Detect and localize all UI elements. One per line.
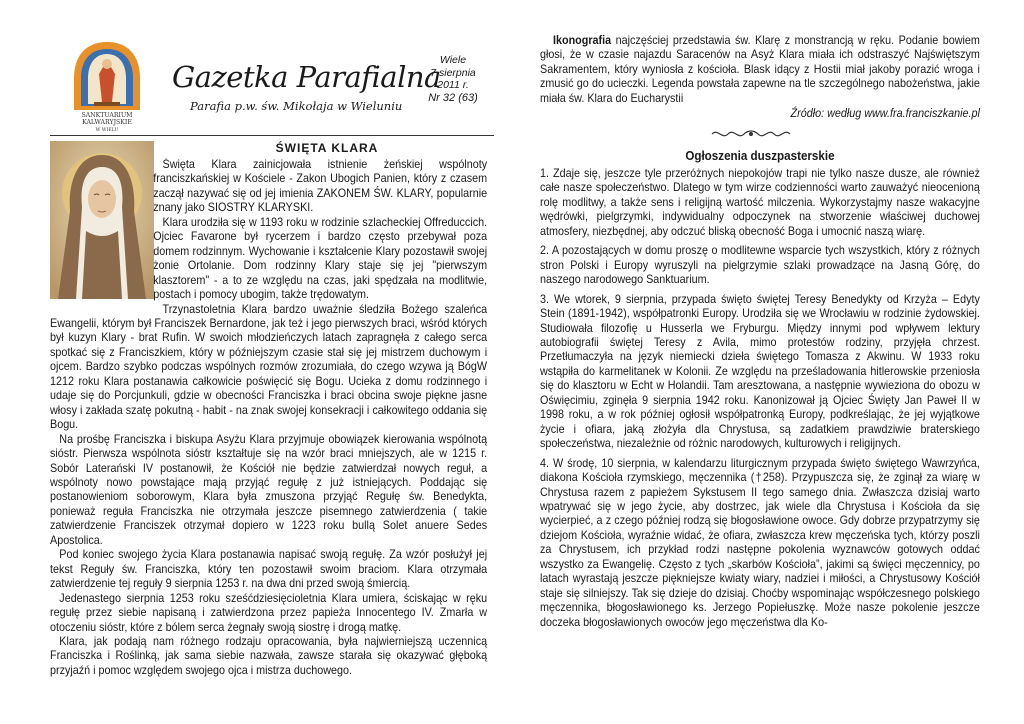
announcement-item: 1. Zdaje się, jeszcze tyle przeróżnych niepokojów trapi nie tylko nasze dusze, ale również całe nasze społeczeństwo. Dlatego w tym wirze codzienności warto zauważyć nieocenioną rolę modlitwy, a także sens i religijną wartość milczenia. Wykorzystajmy nasze wakacyjne wędrówki, pielgrzymki, indywidualny odpoczynek na stworzenie właściwej duchowej atmosfery, niezbędnej, aby odczuć bliską obecność Boga i umocnić naszą wiarę. <box>540 167 980 238</box>
announcements-list <box>540 167 980 635</box>
issue-number: Nr 32 (63) <box>428 91 478 104</box>
logo-caption-3: W WIELU <box>95 128 119 133</box>
issue-year: 2011 r. <box>437 79 469 91</box>
masthead-divider <box>50 135 494 136</box>
right-column <box>540 34 980 629</box>
announcement-item: 2. A pozostających w domu proszę o modlitewne wsparcie tych wszystkich, który z różnych stron Polski i Europy wyruszyli na pielgrzymie szlaki prowadzące na Jasną Górę, do naszego narodowego Sanktuarium. <box>540 244 980 287</box>
article-paragraph: Jedenastego sierpnia 1253 roku sześćdziesięcioletnia Klara umiera, ściskając w ręku regułę przez siebie napisaną i zatwierdzona przez papieża Innocentego IV. Zmarła w otoczeniu sióstr, które z bólem serca żegnały swoją siostrę i drogą matkę. <box>50 591 488 634</box>
article-paragraph: Trzynastoletnia Klara bardzo uważnie śledziła Bożego szaleńca Ewangelii, którym był Franciszek Bernardone, jak też i jego pierwszych braci, wśród których był kuzyn Klary - brat Rufin. W swoich młodzieńczych latach zapragnęła z całego serca spotkać się z Franciszkiem, który w późniejszym czasie stał się jej mistrzem duchowym i ojcem. Bardzo szybko podczas wspólnych rozmów zrozumiała, do czego wzywa ją BógW 1212 roku Klara postanawia całkowicie poświęcić się Bogu. Ucieka z domu rodzinnego i udaje się do Porcjunkuli, gdzie w obecności Franciszka i braci obcina swoje piękne jasne włosy i zakłada szatę pokutną - habit - na znak swojej konsekracji i całkowitego oddania się Bogu. <box>50 302 488 432</box>
article-paragraph: Na prośbę Franciszka i biskupa Asyżu Klara przyjmuje obowiązek kierowania wspólnotą sióstr. Pierwsza wspólnota sióstr kształtuje się na wzór braci mniejszych, ale w 1215 r. Sobór Laterański IV postanowił, że Kościół nie będzie zatwierdzał nowych reguł, a wspólnoty nowo powstające mają przyjąć regułę z już istniejących. Poddając się postanowieniom soborowym, Klara była zmuszona przyjąć Regułę św. Benedykta, ponieważ reguła Franciszka nie otrzymała jeszcze pisemnego zatwierdzenia ( takie zatwierdzenie Franciszek otrzymał dopiero w 1223 roku bullą Solet anuere Sedes Apostolica. <box>50 432 488 547</box>
ornament-divider <box>710 128 792 140</box>
issue-info <box>420 54 486 104</box>
announcement-item: 3. We wtorek, 9 sierpnia, przypada święto świętej Teresy Benedykty od Krzyża – Edyty Stein (1891-1942), współpatronki Europy. Urodziła się we Wrocławiu w rodzinie żydowskiej. Studiowała filozofię u Husserla we Fryburgu. Między innymi pod wpływem lektury autobiografii świętej Teresy z Avila, mimo protestów rodziny, przyjęła chrzest. Przetłumaczyła na język niemiecki dzieła świętego Tomasza z Akwinu. W 1933 roku wstąpiła do karmelitanek w Kolonii. Ze względu na prześladowania hitlerowskie przeniosła się do klasztoru w Echt w Holandii. Tam aresztowana, a następnie wywieziona do obozu w Oświęcimiu, zginęła 9 sierpnia 1942 roku. Kanonizował ją Ojciec Święty Jan Paweł II w 1998 roku, a w rok później ogłosił współpatronką Europy, podkreślając, że jej wyjątkowe życie i ofiara, jaką złożyła dla Chrystusa, są zadatkiem prawdziwie braterskiego społeczeństwa, niezależnie od różnic narodowych, kulturowych i religijnych. <box>540 292 980 451</box>
parish-subtitle: Parafia p.w. św. Mikołaja w Wieluniu <box>190 99 403 113</box>
article-paragraph: Klara urodziła się w 1193 roku w rodzinie szlacheckiej Offreduccich. Ojciec Favarone był rycerzem i bardzo często przebywał poza domem rodzinnym. Wychowanie i kształcenie Klary pozostawił swojej żonie Ortolanie. Dom rodzinny Klary staje się jej "pierwszym klasztorem" - a to ze względu na czas, jaki spędzała na modlitwie, postach i pomocy ubogim, także trędowatym. <box>153 215 488 302</box>
announcements-heading: Ogłoszenia duszpasterskie <box>685 149 835 163</box>
masthead <box>50 40 494 136</box>
logo-caption-2: KALWARYJSKIE <box>82 119 132 126</box>
parish-logo <box>72 40 142 134</box>
article-body <box>50 158 487 678</box>
iconography-label: Ikonografia <box>553 34 612 47</box>
article-heading: ŚWIĘTA KLARA <box>275 141 379 155</box>
article-paragraph: Klara, jak podają nam różnego rodzaju opracowania, była najwierniejszą uczennicą Franciszka i Roślinką, jak sama siebie nazwała, zawsze starała się okazywać głęboką przyjaźń i pomoc względem swojego ojca i mistrza duchowego. <box>50 634 488 677</box>
logo-caption-1: SANKTUARIUM <box>81 112 133 119</box>
iconography-text: najczęściej przedstawia św. Klarę z monstrancją w ręku. Podanie bowiem głosi, że w czasie najazdu Saracenów na Asyż Klara miała ich odstraszyć Najświętszym Sakramentem, który wyniosła z kościoła. Blask idący z Hostii miał jakoby porazić wroga i zmusić go do ucieczki. Legenda powstała zapewne na tle szczególnego nabożeństwa, jakie miała św. Klara do Eucharystii <box>540 34 980 105</box>
article-paragraph: Pod koniec swojego życia Klara postanawia napisać swoją regułę. Za wzór posłużył jej tekst Reguły św. Franciszka, który ten pozostawił swoim braciom. Klara otrzymała zatwierdzenie tej reguły 9 sierpnia 1253 r. na dwa dni przed swoją śmiercią. <box>50 548 488 591</box>
iconography-section <box>540 34 980 122</box>
source-note: Źródło: według www.fra.franciszkanie.pl <box>790 107 980 121</box>
issue-place: Wiele <box>439 54 467 66</box>
issue-date: 7 sierpnia <box>430 66 476 79</box>
left-column <box>50 40 494 677</box>
announcement-item: 4. W środę, 10 sierpnia, w kalendarzu liturgicznym przypada święto świętego Wawrzyńca, diakona Kościoła rzymskiego, męczennika (†258). Przypuszcza się, że zginął za wiarę w Chrystusa razem z papieżem Sykstusem II tego samego dnia. Zwłaszcza dzisiaj warto wpatrywać się w jego życie, aby dostrzec, jak wiele dla Chrystusa i Kościoła da się wycierpieć, a z czego później rodzą się błogosławione owoce. Gdy dobrze przypatrzymy się dziejom Kościoła, wyraźnie widać, że ofiara, zwłaszcza krew męczeńska tych, którzy poszli za Chrystusem, ich przykład rodzi następne pokolenia wyznawców gotowych oddać wszystko za Ewangelię. Często z tych „skarbów Kościoła”, jakimi są święci męczennicy, po latach wyrastają jeszcze piękniejsze kwiaty wiary, nadziei i miłości, a Chrystusowy Kościół staje się silniejszy. Tak się dzieje do dzisiaj. Choćby wspominając współczesnego polskiego męczennika, błogosławionego ks. Jerzego Popiełuszkę. Może nasze pokolenie jeszcze doczeka błogosławionych owoców jego męczeństwa dla Ko- <box>540 456 980 629</box>
article-paragraph: Święta Klara zainicjowała istnienie żeńskiej wspólnoty franciszkańskiej w Kościele - Zakon Ubogich Panien, który z czasem zaczął nazywać się od jej imienia ZAKONEM ŚW. KLARY, popularnie znany jako SIOSTRY KLARYSKI. <box>153 158 488 215</box>
newsletter-title: Gazetka Parafialna <box>172 60 441 94</box>
